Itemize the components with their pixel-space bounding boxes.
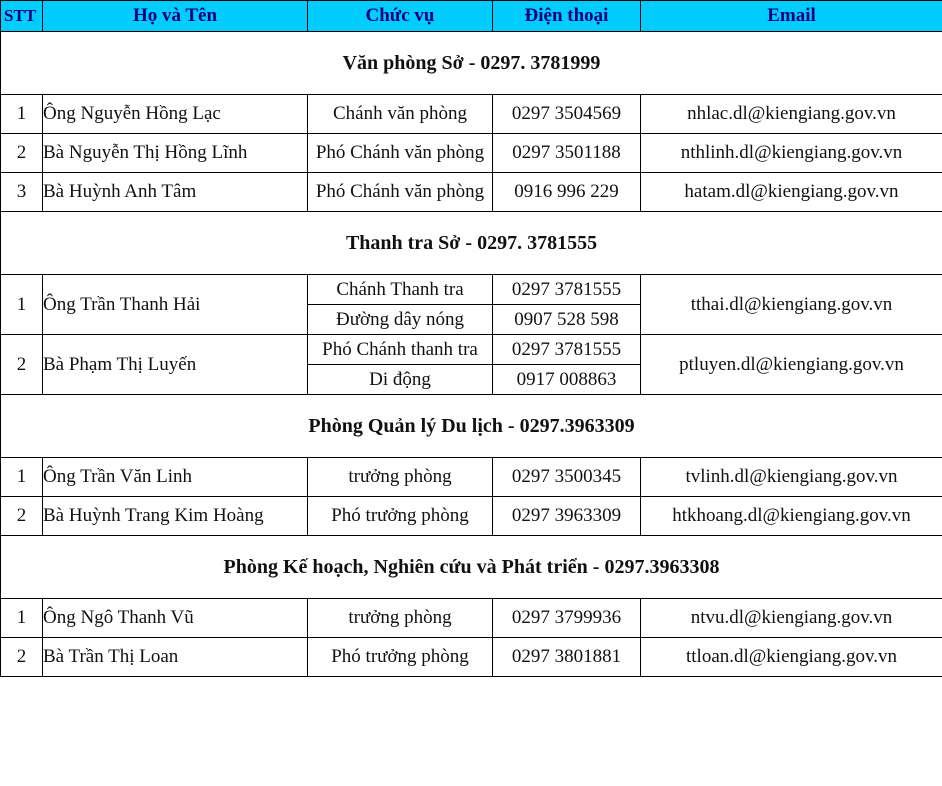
cell-stt: 2 <box>1 497 43 536</box>
section-title-phone: 0297. 3781555 <box>477 231 598 254</box>
table-row <box>1 458 942 497</box>
cell-name: Bà Huỳnh Anh Tâm <box>43 173 308 212</box>
cell-email: nhlac.dl@kiengiang.gov.vn <box>641 95 942 134</box>
cell-phone-split <box>493 335 641 395</box>
section-title <box>1 212 942 275</box>
cell-role: Chánh văn phòng <box>308 95 493 134</box>
cell-phone: 0297 3501188 <box>493 134 641 173</box>
column-header-role: Chức vụ <box>308 1 493 32</box>
section-title-main: Phòng Kế hoạch, Nghiên cứu và Phát triển <box>223 555 588 578</box>
table-row <box>1 335 942 395</box>
column-header-stt: STT <box>1 1 43 32</box>
cell-phone-split <box>493 275 641 335</box>
section-title-separator: - <box>460 231 478 254</box>
section-title-phone: 0297. 3781999 <box>480 51 601 74</box>
table-header <box>1 1 942 32</box>
cell-stt: 2 <box>1 134 43 173</box>
cell-role-secondary: Di động <box>369 368 431 390</box>
cell-email: tthai.dl@kiengiang.gov.vn <box>641 275 942 335</box>
cell-email: htkhoang.dl@kiengiang.gov.vn <box>641 497 942 536</box>
section-title-separator: - <box>587 555 605 578</box>
cell-role: Phó Chánh văn phòng <box>308 173 493 212</box>
header-row <box>1 1 942 32</box>
cell-stt: 1 <box>1 599 43 638</box>
cell-name: Ông Ngô Thanh Vũ <box>43 599 308 638</box>
section-title <box>1 536 942 599</box>
table-row <box>1 638 942 677</box>
section-title-phone: 0297.3963309 <box>519 414 635 437</box>
column-header-phone: Điện thoại <box>493 1 641 32</box>
cell-role: Phó trưởng phòng <box>308 638 493 677</box>
cell-phone-primary: 0297 3781555 <box>493 335 640 365</box>
table-row <box>1 599 942 638</box>
cell-role: trưởng phòng <box>308 458 493 497</box>
cell-stt: 1 <box>1 275 43 335</box>
cell-role-secondary: Đường dây nóng <box>336 308 464 330</box>
cell-role-split <box>308 275 493 335</box>
cell-phone: 0916 996 229 <box>493 173 641 212</box>
section-header-row <box>1 395 942 458</box>
section-title-main: Văn phòng Sở <box>342 51 464 74</box>
cell-name: Ông Trần Thanh Hải <box>43 275 308 335</box>
cell-role: trưởng phòng <box>308 599 493 638</box>
table-body <box>1 32 942 677</box>
cell-stt: 3 <box>1 173 43 212</box>
cell-email: nthlinh.dl@kiengiang.gov.vn <box>641 134 942 173</box>
column-header-name: Họ và Tên <box>43 1 308 32</box>
cell-name: Bà Trần Thị Loan <box>43 638 308 677</box>
section-title-phone: 0297.3963308 <box>604 555 720 578</box>
cell-phone: 0297 3799936 <box>493 599 641 638</box>
cell-name: Ông Trần Văn Linh <box>43 458 308 497</box>
section-title-main: Thanh tra Sở <box>345 231 461 254</box>
section-title-main: Phòng Quản lý Du lịch <box>308 414 503 437</box>
cell-stt: 1 <box>1 458 43 497</box>
cell-name: Ông Nguyễn Hồng Lạc <box>43 95 308 134</box>
table-row <box>1 134 942 173</box>
table-row <box>1 275 942 335</box>
cell-role-primary: Chánh Thanh tra <box>308 275 492 305</box>
cell-email: ptluyen.dl@kiengiang.gov.vn <box>641 335 942 395</box>
cell-name: Bà Phạm Thị Luyến <box>43 335 308 395</box>
table-row <box>1 497 942 536</box>
section-title-separator: - <box>463 51 481 74</box>
section-header-row <box>1 212 942 275</box>
cell-email: ntvu.dl@kiengiang.gov.vn <box>641 599 942 638</box>
section-title-separator: - <box>502 414 520 437</box>
cell-name: Bà Huỳnh Trang Kim Hoàng <box>43 497 308 536</box>
cell-phone: 0297 3963309 <box>493 497 641 536</box>
cell-name: Bà Nguyễn Thị Hồng Lĩnh <box>43 134 308 173</box>
cell-phone-secondary: 0907 528 598 <box>514 308 619 330</box>
section-header-row <box>1 536 942 599</box>
cell-role-primary: Phó Chánh thanh tra <box>308 335 492 365</box>
cell-role: Phó trưởng phòng <box>308 497 493 536</box>
section-header-row <box>1 32 942 95</box>
cell-email: tvlinh.dl@kiengiang.gov.vn <box>641 458 942 497</box>
cell-email: ttloan.dl@kiengiang.gov.vn <box>641 638 942 677</box>
table-row <box>1 173 942 212</box>
cell-role: Phó Chánh văn phòng <box>308 134 493 173</box>
cell-role-split <box>308 335 493 395</box>
cell-phone-secondary: 0917 008863 <box>516 368 617 390</box>
cell-stt: 1 <box>1 95 43 134</box>
section-title <box>1 32 942 95</box>
cell-email: hatam.dl@kiengiang.gov.vn <box>641 173 942 212</box>
cell-phone-primary: 0297 3781555 <box>493 275 640 305</box>
table-row <box>1 95 942 134</box>
column-header-email: Email <box>641 1 942 32</box>
cell-stt: 2 <box>1 335 43 395</box>
section-title <box>1 395 942 458</box>
cell-stt: 2 <box>1 638 43 677</box>
cell-phone: 0297 3801881 <box>493 638 641 677</box>
cell-phone: 0297 3500345 <box>493 458 641 497</box>
cell-phone: 0297 3504569 <box>493 95 641 134</box>
